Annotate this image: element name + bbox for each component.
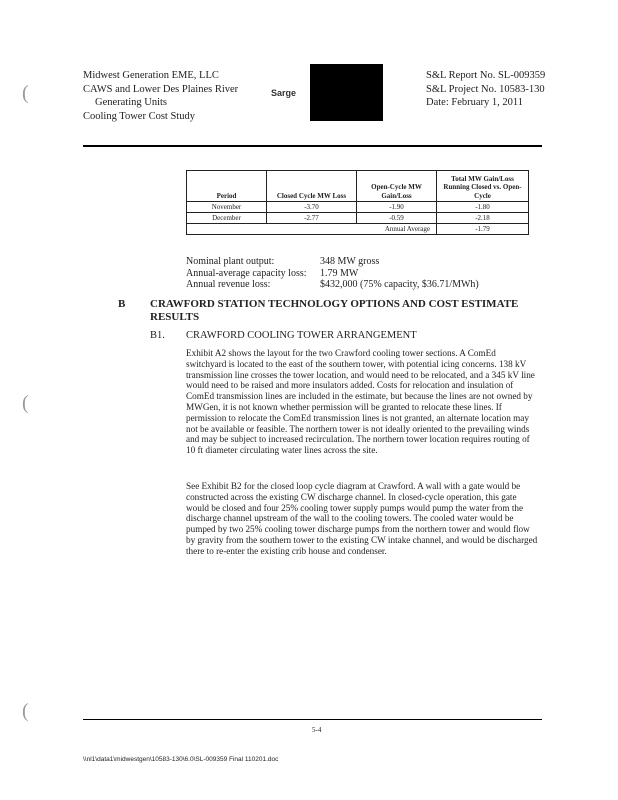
col-header-open: Open-Cycle MW Gain/Loss xyxy=(357,171,437,202)
body-paragraph: Exhibit A2 shows the layout for the two Crawford cooling tower sections. A ComEd switchyard is located to the east of the southern tower, with potential icing concerns. 138 kV transmission line crosses the tower location, and would need to be relocated, and a 345 kV line would need to be raised and more insulators added. Costs for relocation and insulation of ComEd transmission lines are included in the estimate, but because the lines are not owned by MWGen, it is not known whether permission will be granted to relocate these lines. If permission to relocate the ComEd transmission lines is not granted, an alternate location may not be available or feasible. The northern tower is not ideally oriented to the prevailing winds and may be subject to increased recirculation. The northern tower location requires routing of 10 ft diameter circulating water lines across the site. xyxy=(186,348,535,456)
footer-rule xyxy=(83,719,542,720)
table-cell: December xyxy=(187,213,267,224)
header-left xyxy=(83,69,238,123)
mw-loss-table xyxy=(186,170,529,235)
header-right xyxy=(426,69,545,110)
project-name: CAWS and Lower Des Plaines River xyxy=(83,83,239,95)
summary-label: Annual revenue loss: xyxy=(186,279,271,290)
page-number: 5-4 xyxy=(312,726,322,734)
subsection-number: B1. xyxy=(150,330,165,341)
plant-summary xyxy=(186,256,479,291)
average-value: -1.79 xyxy=(437,224,529,235)
table-cell: -3.70 xyxy=(267,202,357,213)
company-name: Midwest Generation EME, LLC xyxy=(83,70,219,81)
binder-mark: ( xyxy=(22,700,29,722)
table-cell: -1.80 xyxy=(437,202,529,213)
summary-value: $432,000 (75% capacity, $36.71/MWh) xyxy=(320,279,479,290)
project-subtitle: Generating Units xyxy=(95,97,168,108)
table-cell: -2.77 xyxy=(267,213,357,224)
table-row xyxy=(187,202,529,213)
summary-row xyxy=(186,256,479,268)
table-cell: -0.59 xyxy=(357,213,437,224)
col-header-total: Total MW Gain/Loss Running Closed vs. Open-Cycle xyxy=(437,171,529,202)
col-header-closed: Closed Cycle MW Loss xyxy=(267,171,357,202)
summary-label: Nominal plant output: xyxy=(186,256,275,267)
table-average-row xyxy=(187,224,529,235)
table-cell: November xyxy=(187,202,267,213)
table-cell: -2.18 xyxy=(437,213,529,224)
col-header-period: Period xyxy=(187,171,267,202)
report-date: Date: February 1, 2011 xyxy=(426,97,524,108)
subsection-title: CRAWFORD COOLING TOWER ARRANGEMENT xyxy=(186,330,417,341)
table-cell: -1.90 xyxy=(357,202,437,213)
average-label: Annual Average xyxy=(187,224,437,235)
section-number: B xyxy=(118,298,126,310)
summary-row xyxy=(186,268,479,280)
redaction-block xyxy=(310,64,383,121)
summary-row xyxy=(186,279,479,291)
summary-value: 1.79 MW xyxy=(320,267,359,279)
project-number: S&L Project No. 10583-130 xyxy=(426,83,545,95)
report-number: S&L Report No. SL-009359 xyxy=(426,70,546,81)
study-name: Cooling Tower Cost Study xyxy=(83,110,195,122)
binder-mark: ( xyxy=(22,392,29,414)
table-row xyxy=(187,213,529,224)
file-path: \\nl1\data1\midwestgen\10583-130\6.0\SL-009359 Final 110201.doc xyxy=(83,756,279,763)
subsection-heading xyxy=(150,330,417,341)
summary-value: 348 MW gross xyxy=(320,256,380,267)
binder-mark: ( xyxy=(22,82,29,104)
logo-text: Sarge xyxy=(271,88,297,98)
body-paragraph: See Exhibit B2 for the closed loop cycle diagram at Crawford. A wall with a gate would be constructed across the existing CW discharge channel. In closed-cycle operation, this gate would be closed and four 25% cooling tower supply pumps would pump the water from the discharge channel upstream of the wall to the cooling towers. The cooled water would be pumped by two 25% cooling tower discharge pumps from the northern tower and would flow by gravity from the southern tower to the existing CW intake channel, and would be discharged there to re-enter the existing crib house and condenser. xyxy=(186,481,538,556)
table-header-row xyxy=(187,171,529,202)
header-rule xyxy=(83,145,542,147)
summary-label: Annual-average capacity loss: xyxy=(186,267,307,279)
section-title: CRAWFORD STATION TECHNOLOGY OPTIONS AND COST ESTIMATE RESULTS xyxy=(150,298,519,323)
